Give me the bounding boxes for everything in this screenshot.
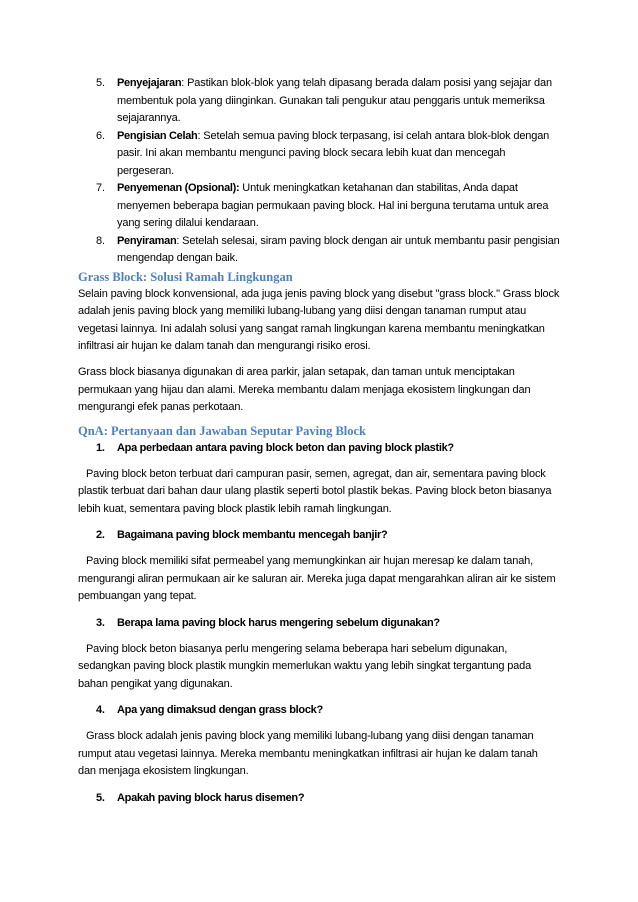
question-number: 2. [96, 529, 105, 541]
answer-line: Paving block beton terbuat dari campuran pasir, semen, agregat, dan air, sementara paving block [86, 467, 546, 480]
step-number: 6. [96, 129, 105, 142]
step-item-7 [0, 180, 638, 233]
answer-line: sedangkan paving block plastik mungkin memerlukan waktu yang lebih singkat tergantung pada [78, 660, 532, 673]
step-line [117, 180, 638, 198]
qna-question-5 [0, 790, 638, 808]
step-item-8 [0, 233, 638, 268]
step-label: Penyejajaran [117, 77, 182, 89]
installation-steps-list [0, 75, 638, 268]
step-line: sejajarannya. [117, 112, 181, 124]
answer-line: Grass block adalah jenis paving block yang memiliki lubang-lubang yang diisi dengan tanaman [86, 730, 534, 743]
answer-line: bahan pengikat yang digunakan. [78, 677, 233, 690]
step-text: : Pastikan blok-blok yang telah dipasang berada dalam posisi yang sejajar dan [181, 77, 552, 89]
qna-answer-3 [0, 641, 638, 694]
qna-answer-1 [0, 466, 638, 519]
step-line [117, 233, 638, 251]
qna-answer-4 [0, 728, 638, 781]
answer-line: Paving block beton biasanya perlu mengering selama beberapa hari sebelum digunakan, [86, 642, 508, 655]
answer-line: lebih kuat, sementara paving block plastik lebih ramah lingkungan. [78, 502, 392, 515]
answer-line: dan menjaga ekosistem lingkungan. [78, 765, 249, 778]
paragraph-line: mengurangi efek panas perkotaan. [78, 401, 244, 414]
answer-line: Paving block memiliki sifat permeabel yang memungkinkan air hujan meresap ke dalam tanah, [86, 555, 534, 568]
grass-block-paragraph-1 [0, 286, 638, 356]
step-line: pasir. Ini akan membantu mengunci paving block secara lebih kuat dan mencegah [117, 147, 506, 159]
question-text: Apakah paving block harus disemen? [117, 791, 305, 804]
answer-line: mengurangi aliran permukaan air ke saluran air. Mereka juga dapat mengarahkan aliran air ke sistem [78, 572, 556, 585]
answer-line: pembuangan yang tepat. [78, 590, 197, 603]
paragraph-line: Grass block biasanya digunakan di area parkir, jalan setapak, dan taman untuk menciptakan [78, 366, 515, 379]
step-line: mengendap dengan baik. [117, 252, 238, 264]
answer-line: plastik terbuat dari bahan daur ulang plastik seperti botol plastik bekas. Paving block beton biasanya [78, 485, 552, 498]
paragraph-line: infiltrasi air hujan ke dalam tanah dan mengurangi risiko erosi. [78, 340, 371, 352]
qna-question-2 [0, 527, 638, 545]
question-number: 3. [96, 616, 105, 629]
step-item-6 [0, 128, 638, 181]
step-line [117, 75, 638, 93]
grass-block-paragraph-2 [0, 364, 638, 417]
question-text: Berapa lama paving block harus mengering sebelum digunakan? [117, 616, 440, 629]
paragraph-line: Selain paving block konvensional, ada juga jenis paving block yang disebut "grass block." Grass block [78, 287, 560, 300]
question-number: 1. [96, 441, 105, 454]
paragraph-line: adalah jenis paving block yang memiliki lubang-lubang yang diisi dengan tanaman rumput atau [78, 305, 527, 317]
qna-answer-2 [0, 553, 638, 606]
question-number: 4. [96, 704, 105, 716]
question-text: Apa yang dimaksud dengan grass block? [117, 704, 323, 716]
grass-block-heading: Grass Block: Solusi Ramah Lingkungan [78, 269, 293, 284]
step-number: 8. [96, 234, 105, 247]
question-number: 5. [96, 791, 105, 804]
step-line: yang sering dilalui kendaraan. [117, 217, 259, 229]
step-number: 7. [96, 182, 105, 194]
step-text: : Setelah semua paving block terpasang, isi celah antara blok-blok dengan [197, 129, 550, 142]
question-text: Apa perbedaan antara paving block beton dan paving block plastik? [117, 441, 454, 454]
step-label: Pengisian Celah [117, 129, 198, 142]
step-line: membentuk pola yang diinginkan. Gunakan tali pengukur atau penggaris untuk memeriksa [117, 94, 545, 107]
answer-line: rumput atau vegetasi lainnya. Mereka membantu meningkatkan infiltrasi air hujan ke dalam tanah [78, 747, 538, 760]
step-line: pergeseran. [117, 164, 175, 177]
step-text: : Setelah selesai, siram paving block dengan air untuk membantu pasir pengisian [176, 234, 560, 247]
step-label: Penyiraman [117, 234, 177, 247]
step-item-5 [0, 75, 638, 128]
step-label: Penyemenan (Opsional): [117, 182, 240, 194]
step-number: 5. [96, 77, 105, 89]
question-text: Bagaimana paving block membantu mencegah banjir? [117, 529, 388, 541]
paragraph-line: permukaan yang hijau dan alami. Mereka membantu dalam menjaga ekosistem lingkungan dan [78, 383, 531, 396]
qna-heading: QnA: Pertanyaan dan Jawaban Seputar Paving Block [78, 423, 367, 438]
qna-question-4 [0, 702, 638, 720]
qna-question-1 [0, 440, 638, 458]
step-text: Untuk meningkatkan ketahanan dan stabilitas, Anda dapat [239, 182, 518, 194]
paragraph-line: vegetasi lainnya. Ini adalah solusi yang sangat ramah lingkungan karena membantu meningkatkan [78, 322, 545, 335]
step-line [117, 128, 638, 146]
qna-question-3 [0, 615, 638, 633]
step-line: menyemen beberapa bagian permukaan paving block. Hal ini berguna terutama untuk area [117, 199, 549, 212]
